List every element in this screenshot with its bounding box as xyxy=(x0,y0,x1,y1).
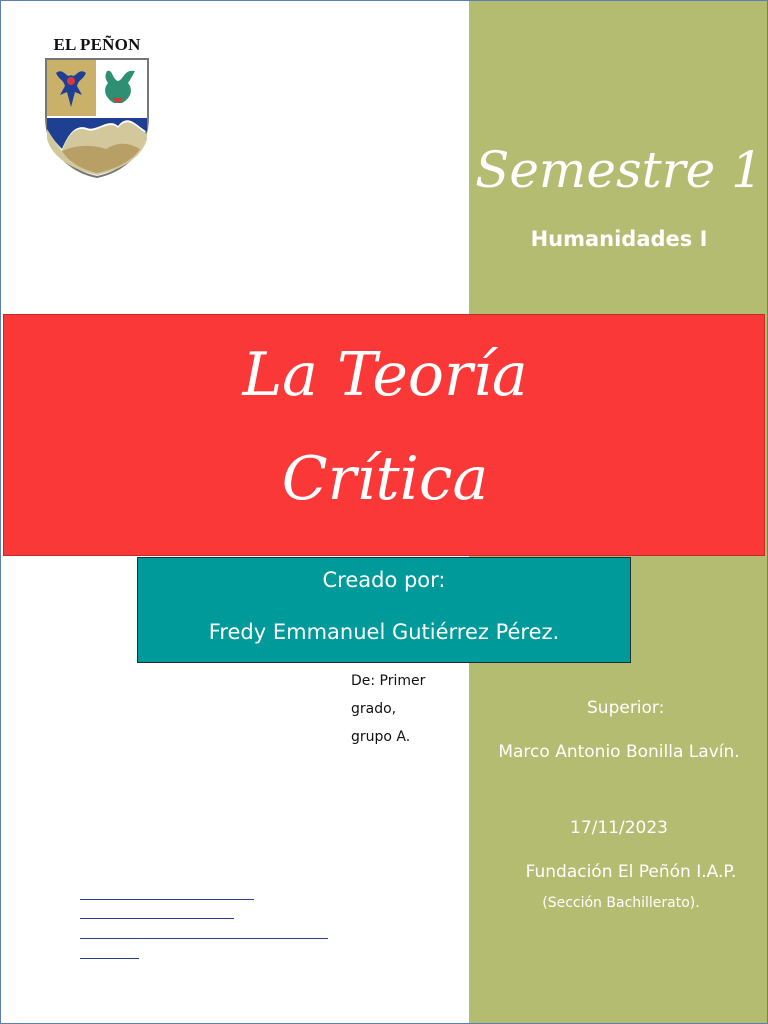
grade-info-line-1: De: Primer xyxy=(351,673,426,689)
subject-name: Humanidades I xyxy=(530,227,708,251)
semester-title: Semestre 1 xyxy=(475,141,763,199)
creator-box xyxy=(137,557,631,663)
blank-line xyxy=(80,938,328,939)
author-name: Fredy Emmanuel Gutiérrez Pérez. xyxy=(208,620,560,644)
blank-line xyxy=(80,899,254,900)
school-name: EL PEÑON xyxy=(53,35,141,54)
grade-info-line-3: grupo A. xyxy=(351,729,411,745)
school-crest-icon xyxy=(44,57,150,179)
foundation-name: Fundación El Peñón I.A.P. xyxy=(525,862,737,882)
document-title-line-1: La Teoría xyxy=(242,340,528,410)
superior-name: Marco Antonio Bonilla Lavín. xyxy=(498,742,740,762)
blank-line xyxy=(80,958,139,959)
section-name: (Sección Bachillerato). xyxy=(542,895,700,911)
document-date: 17/11/2023 xyxy=(570,818,668,838)
superior-label: Superior: xyxy=(587,698,665,718)
grade-info-line-2: grado, xyxy=(351,701,397,717)
title-band xyxy=(3,314,765,556)
document-title-line-2: Crítica xyxy=(281,444,489,514)
created-by-label: Creado por: xyxy=(322,568,446,592)
blank-line xyxy=(80,918,234,919)
